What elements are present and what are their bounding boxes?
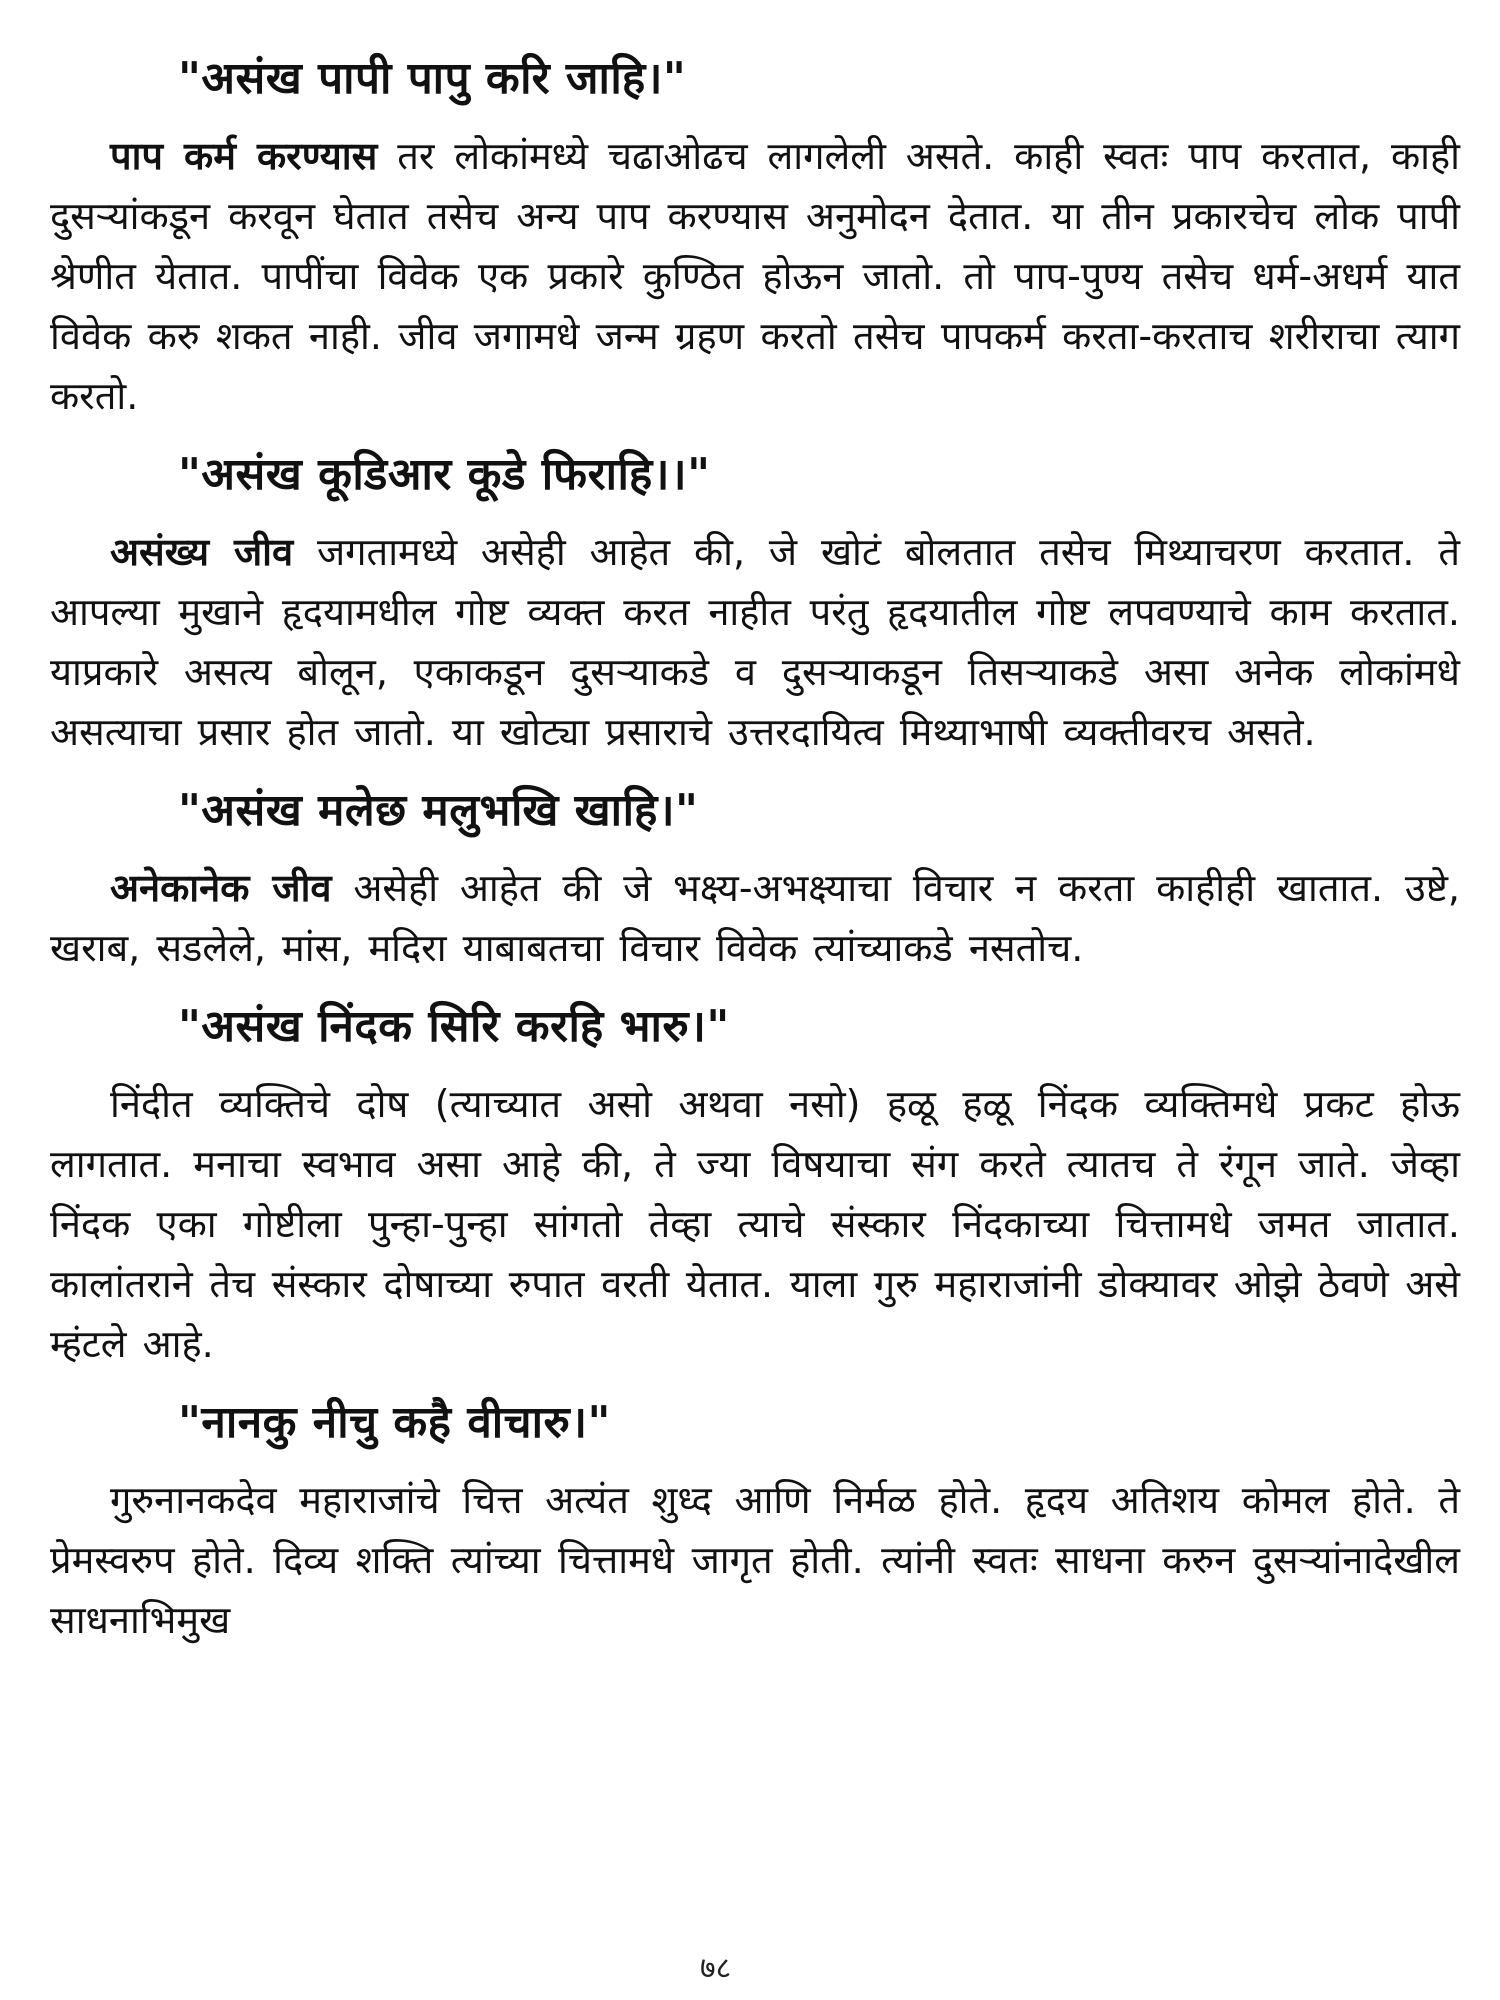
document-page xyxy=(50,48,1460,1978)
paragraph-text: तर लोकांमध्ये चढाओढच लागलेली असते. काही स्वतः पाप करतात, काही दुसऱ्यांकडून करवून घेतात तसेच अन्य पाप करण्यास अनुमोदन देतात. या तीन प्रकारचेच लोक पापी श्रेणीत येतात. पापींचा विवेक एक प्रकारे कुण्ठित होऊन जातो. तो पाप-पुण्य तसेच धर्म-अधर्म यात विवेक करु शकत नाही. जीव जगामधे जन्म ग्रहण करतो तसेच पापकर्म करता-करताच शरीराचा त्याग करतो. xyxy=(50,134,1460,418)
verse-heading: "असंख कूडिआर कूडे फिराहि।।" xyxy=(178,449,711,500)
bold-lead: अनेकानेक जीव xyxy=(110,866,332,910)
commentary-paragraph xyxy=(50,858,1460,978)
bold-lead: पाप कर्म करण्यास xyxy=(110,134,378,178)
page-number: ७८ xyxy=(700,1951,732,1986)
bold-lead: असंख्य जीव xyxy=(110,530,294,574)
verse-heading: "नानकु नीचु कहै वीचारु।" xyxy=(178,1397,611,1448)
commentary-paragraph xyxy=(50,126,1460,426)
commentary-paragraph xyxy=(50,1470,1460,1650)
verse-heading: "असंख पापी पापु करि जाहि।" xyxy=(178,53,687,104)
paragraph-text: असेही आहेत की जे भक्ष्य-अभक्ष्याचा विचार न करता काहीही खातात. उष्टे, खराब, सडलेले, मांस, मदिरा याबाबतचा विचार विवेक त्यांच्याकडे नसतोच. xyxy=(50,866,1460,970)
paragraph-text: निंदीत व्यक्तिचे दोष (त्याच्यात असो अथवा नसो) हळू हळू निंदक व्यक्तिमधे प्रकट होऊ लागतात. मनाचा स्वभाव असा आहे की, ते ज्या विषयाचा संग करते त्यातच ते रंगून जाते. जेव्हा निंदक एका गोष्टीला पुन्हा-पुन्हा सांगतो तेव्हा त्याचे संस्कार निंदकाच्या चित्तामधे जमत जातात. कालांतराने तेच संस्कार दोषाच्या रुपात वरती येतात. याला गुरु महाराजांनी डोक्यावर ओझे ठेवणे असे म्हंटले आहे. xyxy=(50,1082,1460,1366)
verse-heading: "असंख मलेछ मलुभखि खाहि।" xyxy=(178,785,699,836)
commentary-paragraph xyxy=(50,1074,1460,1374)
verse-heading: "असंख निंदक सिरि करहि भारु।" xyxy=(178,1001,730,1052)
paragraph-text: जगतामध्ये असेही आहेत की, जे खोटं बोलतात तसेच मिथ्याचरण करतात. ते आपल्या मुखाने हृदयामधील गोष्ट व्यक्त करत नाहीत परंतु हृदयातील गोष्ट लपवण्याचे काम करतात. याप्रकारे असत्य बोलून, एकाकडून दुसऱ्याकडे व दुसऱ्याकडून तिसऱ्याकडे असा अनेक लोकांमधे असत्याचा प्रसार होत जातो. या खोट्या प्रसाराचे उत्तरदायित्व मिथ्याभाषी व्यक्तीवरच असते. xyxy=(50,530,1460,754)
paragraph-text: गुरुनानकदेव महाराजांचे चित्त अत्यंत शुध्द आणि निर्मळ होते. हृदय अतिशय कोमल होते. ते प्रेमस्वरुप होते. दिव्य शक्ति त्यांच्या चित्तामधे जागृत होती. त्यांनी स्वतः साधना करुन दुसऱ्यांनादेखील साधनाभिमुख xyxy=(50,1478,1460,1642)
commentary-paragraph xyxy=(50,522,1460,762)
